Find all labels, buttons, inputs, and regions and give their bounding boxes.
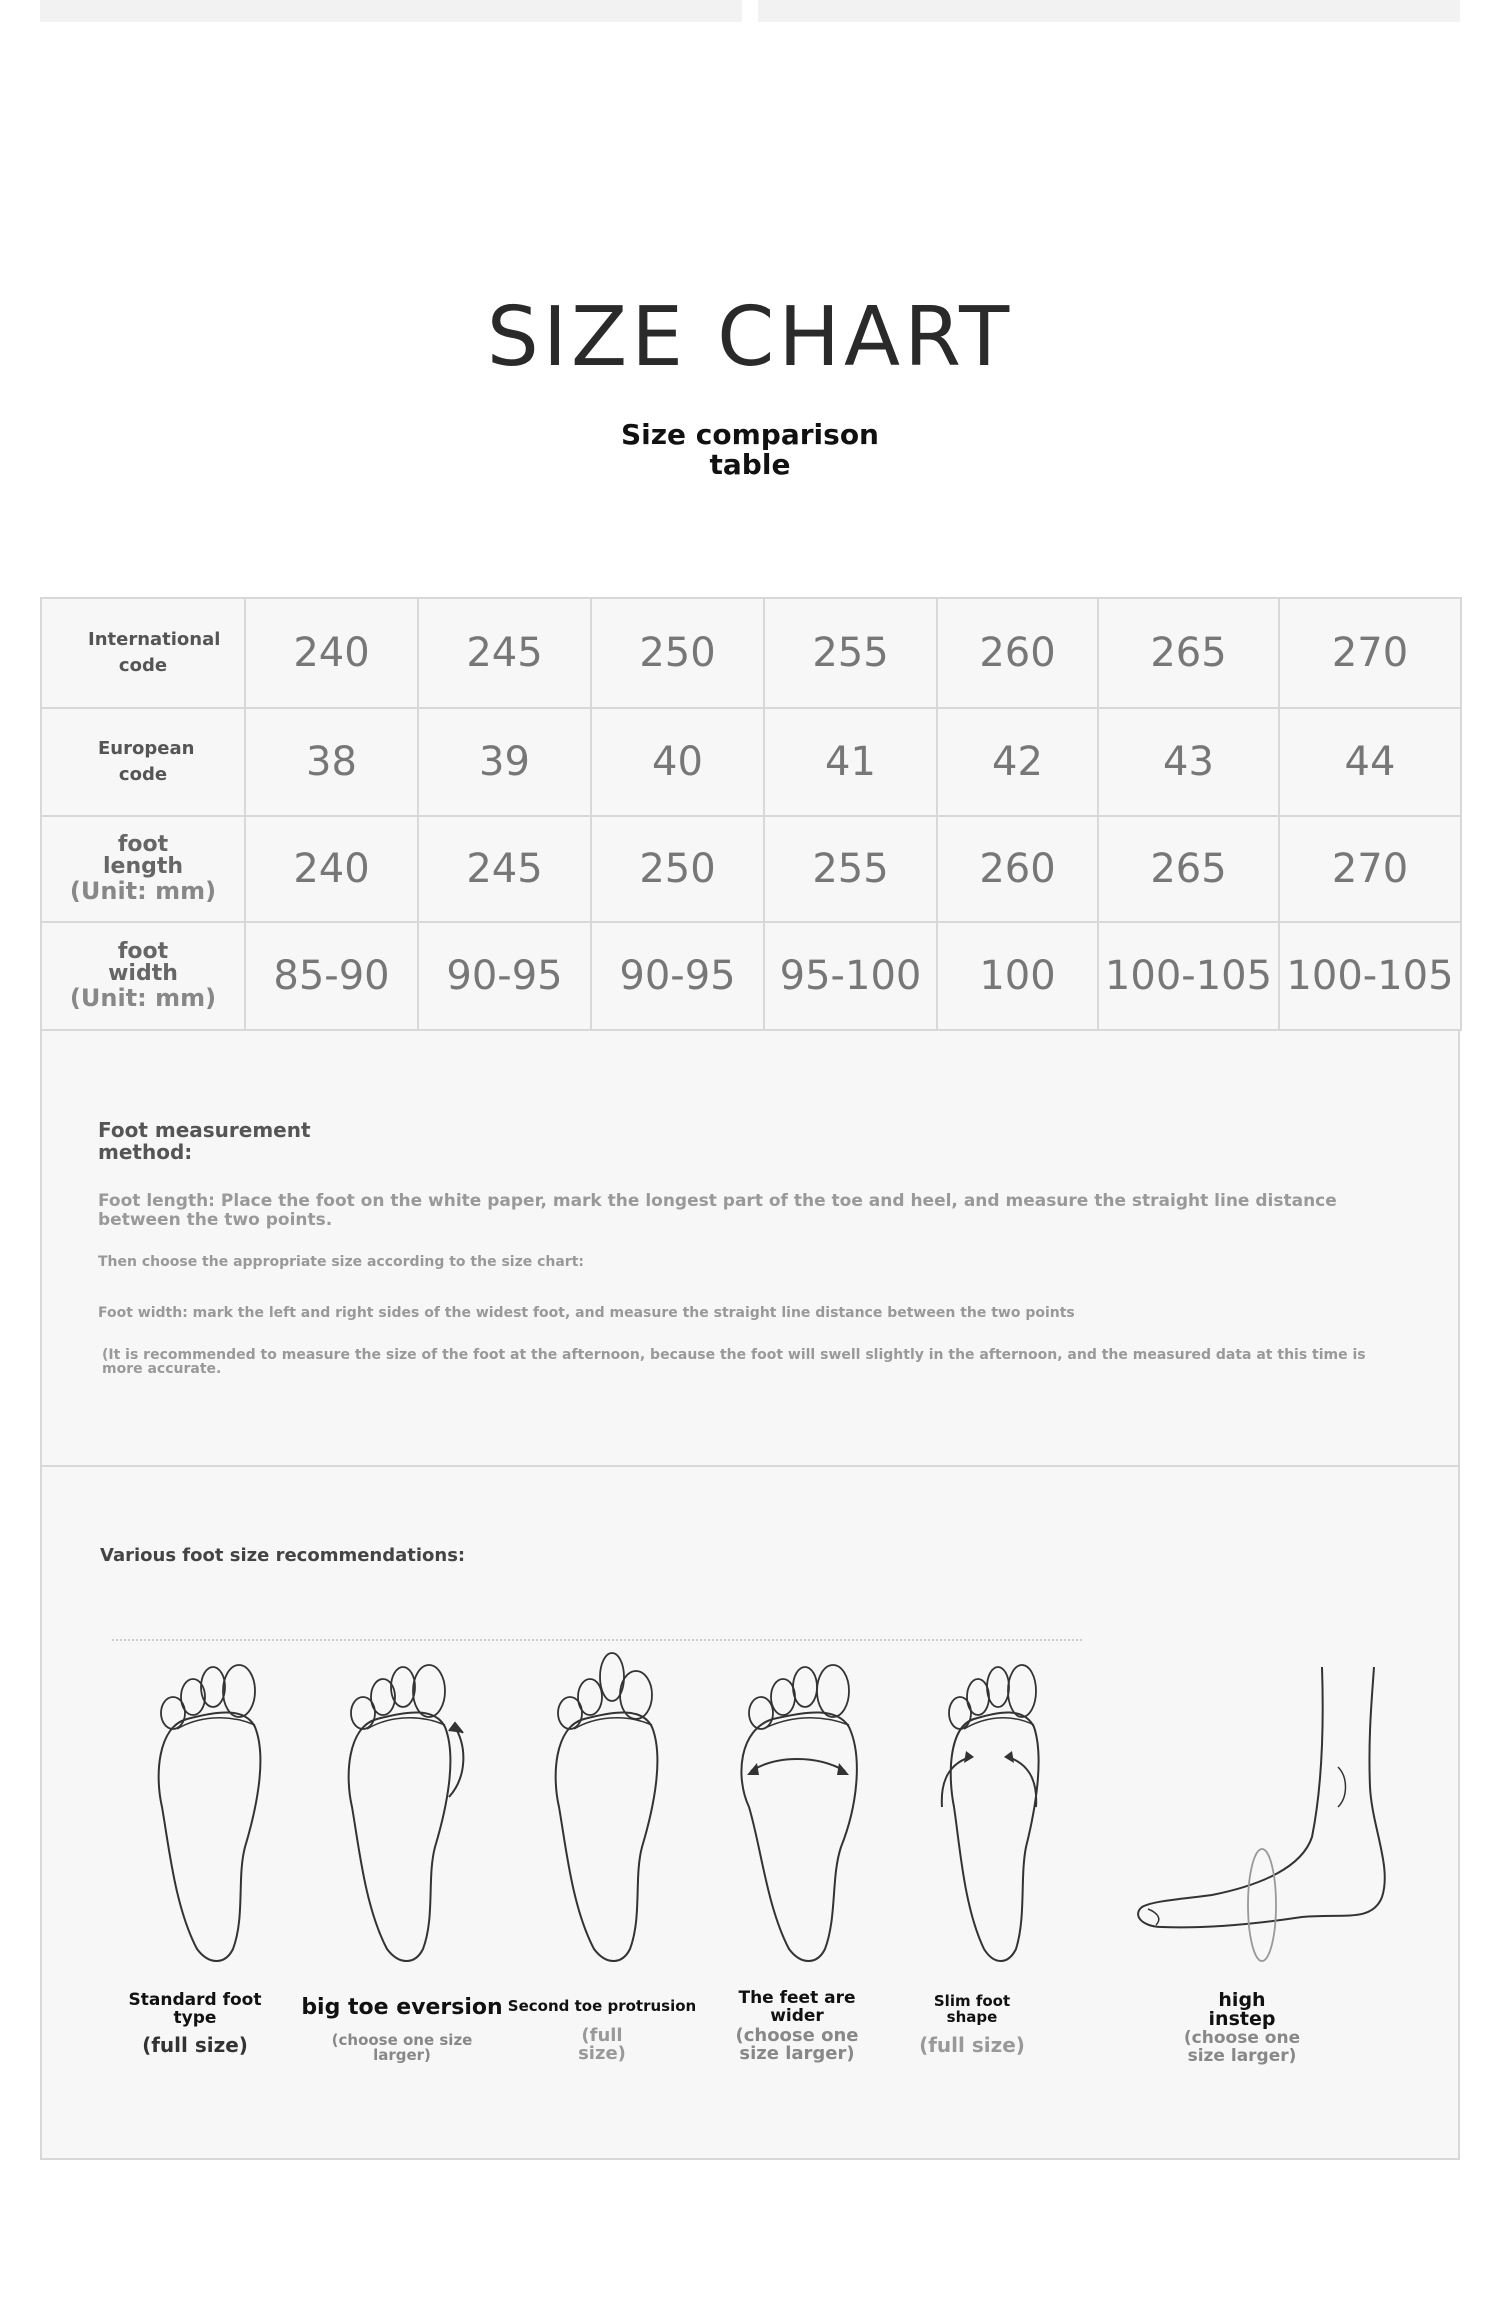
row-header: [41, 922, 245, 1030]
big-toe-eversion-icon: [317, 1647, 477, 1967]
foot-type-label: high instep: [1208, 1989, 1276, 2030]
measurement-text: Foot length: Place the foot on the white paper, mark the longest part of the toe and heel, and measure the straight line distance between the two points.: [98, 1191, 1337, 1230]
table-cell: 42: [937, 708, 1098, 816]
table-cell: 270: [1279, 816, 1461, 922]
measurement-text: Then choose the appropriate size according to the size chart:: [98, 1254, 585, 1270]
table-cell: 40: [591, 708, 764, 816]
top-strip-left: [40, 0, 742, 22]
table-row: [41, 922, 1461, 1030]
table-cell: 240: [245, 598, 418, 708]
row-header: [41, 598, 245, 708]
size-table: [40, 597, 1462, 1031]
table-cell: 90-95: [591, 922, 764, 1030]
table-cell: 260: [937, 816, 1098, 922]
table-cell: 39: [418, 708, 591, 816]
row-header-label: European code: [98, 738, 195, 785]
table-cell: 43: [1098, 708, 1279, 816]
foot-type-note: (full size): [919, 2033, 1025, 2057]
foot-type-note: (choose one size larger): [331, 2031, 473, 2064]
row-header-unit: (Unit: mm): [69, 877, 217, 905]
table-cell: 270: [1279, 598, 1461, 708]
page-title: SIZE CHART: [486, 290, 1014, 385]
measurement-panel: [40, 1031, 1460, 1467]
table-row: [41, 816, 1461, 922]
table-cell: 265: [1098, 598, 1279, 708]
measurement-text: (It is recommended to measure the size of the foot at the afternoon, because the foot will swell slightly in the afternoon, and the measured data at this time is more accurate.: [102, 1347, 1366, 1377]
table-cell: 44: [1279, 708, 1461, 816]
table-cell: 245: [418, 816, 591, 922]
recommendations-panel: [40, 1465, 1460, 2160]
table-cell: 41: [764, 708, 937, 816]
table-cell: 240: [245, 816, 418, 922]
wide-foot-icon: [717, 1647, 877, 1967]
row-header-label: International code: [88, 629, 221, 676]
foot-type-note: (choose one size larger): [1183, 2028, 1301, 2066]
foot-type-label: Standard foot type: [128, 1990, 262, 2028]
table-cell: 90-95: [418, 922, 591, 1030]
table-cell: 100-105: [1098, 922, 1279, 1030]
high-instep-icon: [1102, 1647, 1392, 1967]
page-subtitle: Size comparison table: [621, 418, 879, 481]
row-header-label: foot length: [103, 832, 184, 879]
table-cell: 255: [764, 598, 937, 708]
foot-type-note: (full size): [142, 2033, 248, 2057]
foot-type-note: (choose one size larger): [735, 2025, 859, 2064]
table-cell: 250: [591, 598, 764, 708]
foot-type-label: big toe eversion: [301, 1995, 503, 2020]
row-header-label: foot width: [108, 939, 178, 986]
recommendations-title: Various foot size recommendations:: [100, 1545, 466, 1566]
foot-type-label: The feet are wider: [738, 1988, 856, 2026]
row-header: [41, 816, 245, 922]
slim-foot-icon: [912, 1647, 1062, 1967]
table-cell: 265: [1098, 816, 1279, 922]
foot-type-note: (full size): [578, 2025, 626, 2064]
table-cell: 260: [937, 598, 1098, 708]
table-row: [41, 598, 1461, 708]
divider: [112, 1639, 1082, 1641]
table-cell: 38: [245, 708, 418, 816]
standard-foot-icon: [127, 1647, 277, 1967]
foot-type-label: Slim foot shape: [933, 1992, 1011, 2026]
table-cell: 250: [591, 816, 764, 922]
row-header-unit: (Unit: mm): [69, 984, 217, 1012]
table-row: [41, 708, 1461, 816]
row-header: [41, 708, 245, 816]
measurement-title: Foot measurement method:: [98, 1118, 311, 1164]
table-cell: 255: [764, 816, 937, 922]
table-cell: 245: [418, 598, 591, 708]
table-cell: 100: [937, 922, 1098, 1030]
table-cell: 85-90: [245, 922, 418, 1030]
measurement-text: Foot width: mark the left and right sides of the widest foot, and measure the straight line distance between the two points: [98, 1305, 1075, 1321]
table-cell: 95-100: [764, 922, 937, 1030]
foot-type-label: Second toe protrusion: [507, 1997, 697, 2015]
table-cell: 100-105: [1279, 922, 1461, 1030]
top-strip-right: [758, 0, 1460, 22]
second-toe-icon: [524, 1647, 674, 1967]
